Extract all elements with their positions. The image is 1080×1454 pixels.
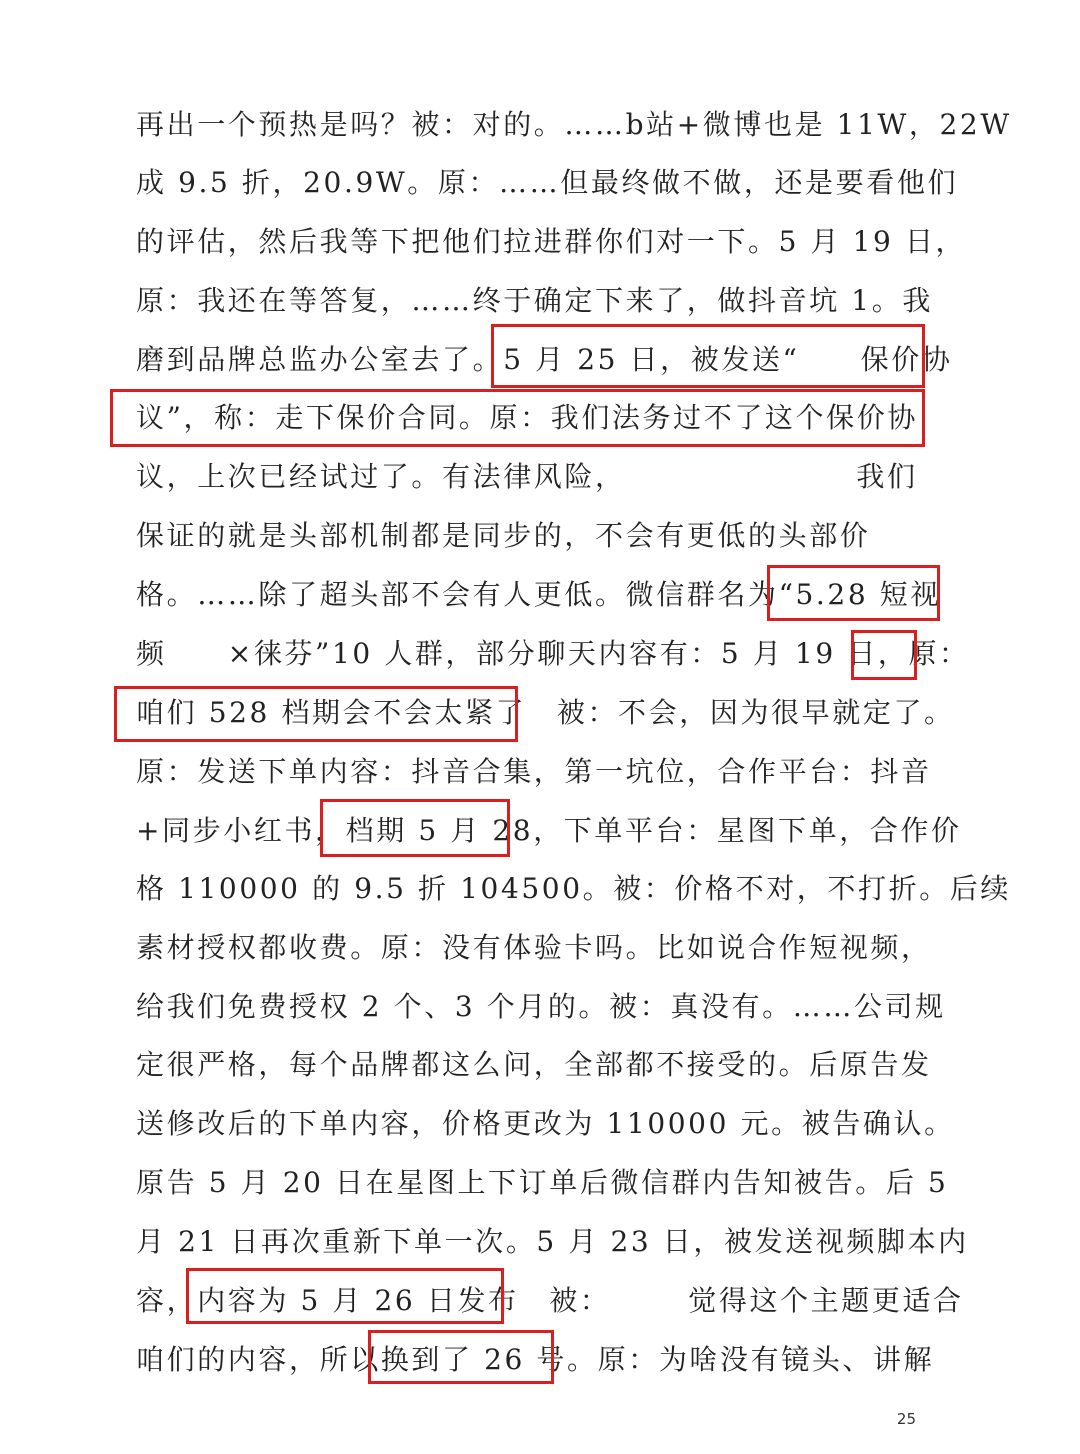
text-line: 月 21 日再次重新下单一次。5 月 23 日，被发送视频脚本内 — [136, 1225, 969, 1258]
highlight-box — [368, 1330, 554, 1384]
text-line: 再出一个预热是吗？被：对的。……b站+微博也是 11W，22W — [136, 108, 1012, 141]
text-line: 送修改后的下单内容，价格更改为 110000 元。被告确认。 — [136, 1107, 955, 1140]
text-line: 素材授权都收费。原：没有体验卡吗。比如说合作短视频， — [136, 931, 932, 964]
text-line: 原告 5 月 20 日在星图上下订单后微信群内告知被告。后 5 — [136, 1166, 949, 1199]
text-line: 格 110000 的 9.5 折 104500。被：价格不对，不打折。后续 — [136, 872, 1012, 905]
text-line: +同步小红书，档期 5 月 28，下单平台：星图下单，合作价 — [136, 814, 962, 847]
highlight-box — [114, 686, 518, 742]
highlight-box — [110, 389, 925, 447]
text-line: 保证的就是头部机制都是同步的，不会有更低的头部价 — [136, 519, 871, 552]
text-line: 咱们的内容，所以换到了 26 号。原：为啥没有镜头、讲解 — [136, 1343, 935, 1376]
text-line: 原：发送下单内容：抖音合集，第一坑位，合作平台：抖音 — [136, 755, 932, 788]
highlight-box — [851, 630, 917, 680]
text-line: 成 9.5 折，20.9W。原：……但最终做不做，还是要看他们 — [136, 166, 959, 199]
page-number: 25 — [896, 1410, 916, 1428]
highlight-box — [320, 799, 510, 857]
highlight-box — [186, 1268, 504, 1324]
text-line: 磨到品牌总监办公室去了。5 月 25 日，被发送“ 保价协 — [136, 343, 953, 376]
highlight-box — [491, 324, 925, 388]
highlight-box — [767, 565, 940, 621]
text-line: 议”，称：走下保价合同。原：我们法务过不了这个保价协 — [136, 401, 918, 434]
text-line: 的评估，然后我等下把他们拉进群你们对一下。5 月 19 日， — [136, 225, 967, 258]
text-line: 定很严格，每个品牌都这么问，全部都不接受的。后原告发 — [136, 1048, 932, 1081]
text-line: 给我们免费授权 2 个、3 个月的。被：真没有。……公司规 — [136, 990, 946, 1023]
text-line: 频 ×徕芬”10 人群，部分聊天内容有：5 月 19 日，原： — [136, 637, 970, 670]
text-line: 议，上次已经试过了。有法律风险， 我们 — [136, 460, 918, 493]
text-line: 咱们 528 档期会不会太紧了 被：不会，因为很早就定了。 — [136, 696, 955, 729]
text-line: 容，内容为 5 月 26 日发布 被： 觉得这个主题更适合 — [136, 1284, 964, 1317]
text-line: 格。……除了超头部不会有人更低。微信群名为“5.28 短视 — [136, 578, 941, 611]
text-line: 原：我还在等答复，……终于确定下来了，做抖音坑 1。我 — [136, 284, 933, 317]
